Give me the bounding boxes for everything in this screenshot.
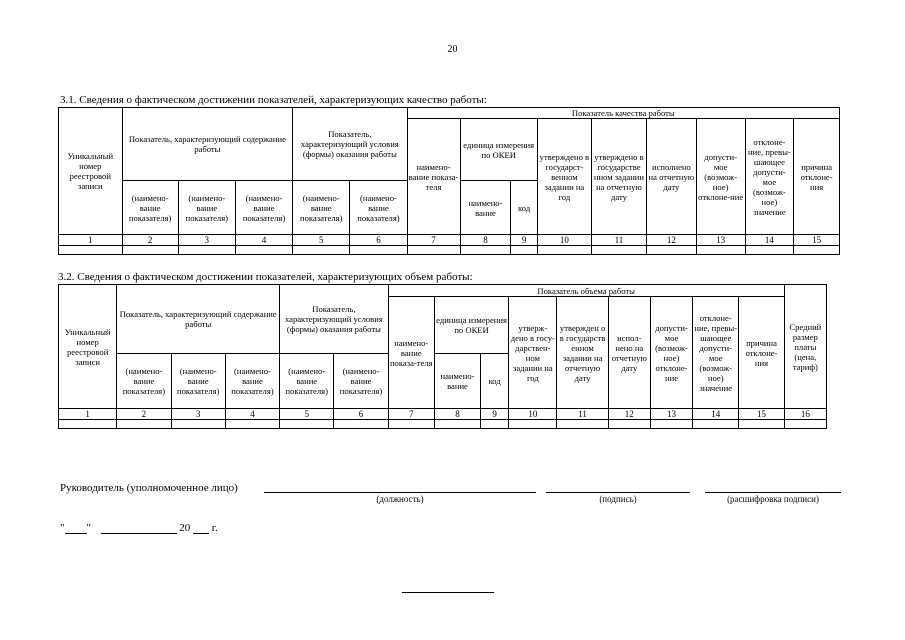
- position-field[interactable]: [264, 491, 536, 493]
- allowed-deviation-header: допусти-мое (возмож-ное) отклоне-ние: [696, 119, 745, 235]
- signature-field[interactable]: [546, 491, 690, 493]
- unit-name-header: наимено-вание: [460, 181, 511, 235]
- column-number: 11: [557, 409, 608, 420]
- column-number: 7: [407, 235, 460, 246]
- data-cell: [745, 246, 794, 255]
- data-cell: [59, 246, 123, 255]
- unit-header: единица измерения по ОКЕИ: [434, 297, 508, 354]
- content-header: Показатель, характеризующий содержание работы: [122, 108, 293, 181]
- column-number: 4: [225, 409, 279, 420]
- column-number: 13: [696, 235, 745, 246]
- column-number: 16: [784, 409, 826, 420]
- data-cell: [117, 420, 171, 429]
- sub-indicator-header: (наимено-вание показателя): [334, 354, 388, 409]
- data-cell: [794, 246, 840, 255]
- quality-group-header: Показатель качества работы: [407, 108, 839, 119]
- data-cell: [388, 420, 434, 429]
- column-number: 4: [235, 235, 292, 246]
- volume-group-header: Показатель объема работы: [388, 285, 784, 297]
- data-cell: [608, 420, 650, 429]
- data-cell: [334, 420, 388, 429]
- data-cell: [646, 246, 696, 255]
- exceeding-deviation-header: отклоне-ние, превы-шающее допусти-мое (возмож-ное) значение: [745, 119, 794, 235]
- conditions-header: Показатель, характеризующий условия (формы) оказания работы: [293, 108, 407, 181]
- indicator-name-header: наимено-вание показа-теля: [388, 297, 434, 409]
- data-cell: [650, 420, 692, 429]
- exceeding-deviation-header: отклоне-ние, превы-шающее допусти-мое (возмож-ное) значение: [693, 297, 739, 409]
- unit-header: единица измерения по ОКЕИ: [460, 119, 537, 181]
- sub-indicator-header: (наимено-вание показателя): [235, 181, 292, 235]
- footnote-divider: [402, 592, 494, 593]
- column-number: 8: [460, 235, 511, 246]
- column-number: 3: [171, 409, 225, 420]
- position-caption: (должность): [376, 494, 424, 504]
- data-cell: [171, 420, 225, 429]
- column-number: 14: [693, 409, 739, 420]
- column-number: 13: [650, 409, 692, 420]
- data-cell: [225, 420, 279, 429]
- data-cell: [696, 246, 745, 255]
- registry-header: Уникальный номер реестровой записи: [59, 285, 117, 409]
- data-cell: [784, 420, 826, 429]
- unit-code-header: код: [481, 354, 509, 409]
- column-number: 10: [537, 235, 591, 246]
- data-cell: [407, 246, 460, 255]
- data-cell: [235, 246, 292, 255]
- column-number: 2: [122, 235, 178, 246]
- column-number: 6: [334, 409, 388, 420]
- sub-indicator-header: (наимено-вание показателя): [171, 354, 225, 409]
- data-cell: [591, 246, 646, 255]
- year-prefix: 20: [179, 522, 191, 534]
- signature-caption: (подпись): [599, 494, 637, 504]
- column-number: 1: [59, 409, 117, 420]
- column-number: 11: [591, 235, 646, 246]
- column-number: 8: [434, 409, 480, 420]
- executed-header: исполнено на отчетную дату: [646, 119, 696, 235]
- data-cell: [350, 246, 407, 255]
- sub-indicator-header: (наимено-вание показателя): [117, 354, 171, 409]
- conditions-header: Показатель, характеризующий условия (формы) оказания работы: [280, 285, 389, 354]
- page-number: 20: [447, 44, 458, 55]
- section-3-2-title: 3.2. Сведения о фактическом достижении показателей, характеризующих объем работы:: [58, 271, 473, 283]
- day-field[interactable]: [65, 522, 87, 534]
- name-decode-field[interactable]: [705, 491, 841, 493]
- column-number: 12: [608, 409, 650, 420]
- avg-price-header: Средний размер платы (цена, тариф): [784, 285, 826, 409]
- column-number: 10: [509, 409, 557, 420]
- data-cell: [434, 420, 480, 429]
- signature-label: Руководитель (уполномоченное лицо): [60, 482, 238, 494]
- unit-name-header: наимено-вание: [434, 354, 480, 409]
- column-number: 7: [388, 409, 434, 420]
- column-number: 5: [280, 409, 334, 420]
- data-cell: [460, 246, 511, 255]
- unit-code-header: код: [511, 181, 537, 235]
- data-cell: [122, 246, 178, 255]
- indicator-name-header: наимено-вание показа-теля: [407, 119, 460, 235]
- column-number: 12: [646, 235, 696, 246]
- sub-indicator-header: (наимено-вание показателя): [122, 181, 178, 235]
- column-number: 3: [178, 235, 235, 246]
- content-header: Показатель, характеризующий содержание работы: [117, 285, 280, 354]
- date-line: [60, 522, 218, 534]
- data-cell: [481, 420, 509, 429]
- open-quote: ": [60, 522, 65, 534]
- sub-indicator-header: (наимено-вание показателя): [280, 354, 334, 409]
- year-suffix: г.: [211, 522, 218, 534]
- executed-header: испол-нено на отчетную дату: [608, 297, 650, 409]
- approved-date-header: утвержден о в государств енном задании на отчетную дату: [557, 297, 608, 409]
- column-number: 6: [350, 235, 407, 246]
- data-cell: [59, 420, 117, 429]
- approved-date-header: утверждено в государстве нном задании на отчетную дату: [591, 119, 646, 235]
- registry-header: Уникальный номер реестровой записи: [59, 108, 123, 235]
- data-cell: [537, 246, 591, 255]
- column-number: 5: [293, 235, 350, 246]
- year-field[interactable]: [193, 522, 209, 534]
- column-number: 9: [481, 409, 509, 420]
- column-number: 1: [59, 235, 123, 246]
- data-cell: [557, 420, 608, 429]
- deviation-reason-header: причина отклоне-ния: [794, 119, 840, 235]
- data-cell: [178, 246, 235, 255]
- column-number: 14: [745, 235, 794, 246]
- name-decode-caption: (расшифровка подписи): [727, 494, 819, 504]
- sub-indicator-header: (наимено-вание показателя): [178, 181, 235, 235]
- month-field[interactable]: [101, 522, 177, 534]
- sub-indicator-header: (наимено-вание показателя): [293, 181, 350, 235]
- data-cell: [280, 420, 334, 429]
- data-cell: [511, 246, 537, 255]
- volume-table: [58, 284, 827, 429]
- data-cell: [693, 420, 739, 429]
- sub-indicator-header: (наимено-вание показателя): [225, 354, 279, 409]
- sub-indicator-header: (наимено-вание показателя): [350, 181, 407, 235]
- quality-table: [58, 107, 840, 255]
- column-number: 2: [117, 409, 171, 420]
- allowed-deviation-header: допусти-мое (возмож-ное) отклоне-ние: [650, 297, 692, 409]
- close-quote: ": [86, 522, 91, 534]
- data-cell: [293, 246, 350, 255]
- approved-year-header: утверждено в государст-венном задании на год: [537, 119, 591, 235]
- column-number: 15: [739, 409, 784, 420]
- deviation-reason-header: причина отклоне-ния: [739, 297, 784, 409]
- data-cell: [739, 420, 784, 429]
- data-cell: [509, 420, 557, 429]
- section-3-1-title: 3.1. Сведения о фактическом достижении показателей, характеризующих качество работы:: [60, 94, 487, 106]
- column-number: 9: [511, 235, 537, 246]
- approved-year-header: утверж-дено в госу-дарствен-ном задании на год: [509, 297, 557, 409]
- column-number: 15: [794, 235, 840, 246]
